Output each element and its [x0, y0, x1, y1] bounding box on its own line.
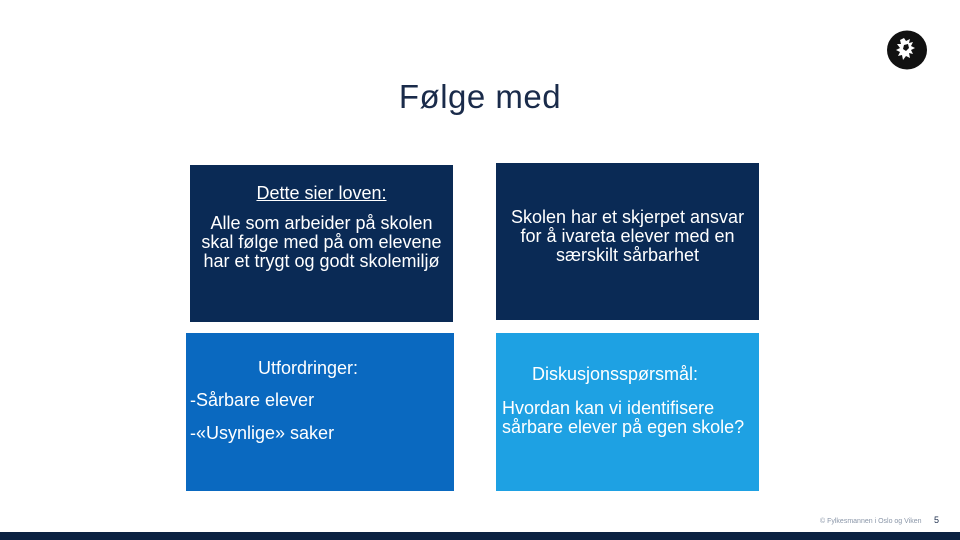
coat-of-arms-lion-icon: [886, 30, 928, 70]
discussion-question: Hvordan kan vi identifisere sårbare elever på egen skole?: [502, 398, 745, 437]
challenges-heading: Utfordringer:: [258, 358, 359, 378]
discussion-heading: Diskusjonsspørsmål:: [532, 364, 699, 384]
bottom-bar: [0, 532, 960, 540]
page-number: 5: [934, 515, 940, 525]
challenge-item: -Sårbare elever: [190, 390, 315, 410]
responsibility-box: [496, 163, 759, 320]
slide-title: Følge med: [398, 78, 562, 115]
footer-copyright: © Fylkesmannen i Oslo og Viken: [820, 518, 922, 525]
law-box: [190, 165, 453, 322]
law-text: Alle som arbeider på skolen skal følge med på om elevene har et trygt og godt skolemiljø: [201, 213, 442, 271]
discussion-box: [496, 333, 759, 491]
challenge-item: -«Usynlige» saker: [190, 423, 335, 443]
challenges-box: [186, 333, 454, 491]
responsibility-text: Skolen har et skjerpet ansvar for å ivareta elever med en særskilt sårbarhet: [510, 207, 745, 265]
law-heading: Dette sier loven:: [256, 183, 387, 203]
